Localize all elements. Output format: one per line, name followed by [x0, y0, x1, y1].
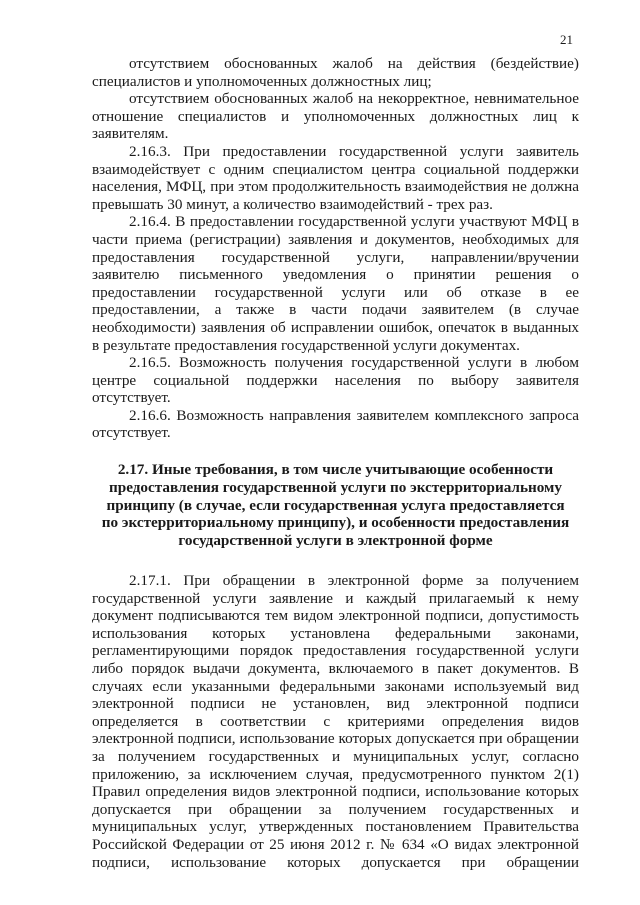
heading-line: принципу (в случае, если государственная услуга предоставляется	[106, 496, 565, 514]
document-body	[92, 55, 579, 871]
heading-line: предоставления государственной услуги по экстерриториальному	[109, 478, 562, 496]
page-number: 21	[560, 32, 573, 47]
heading-line: государственной услуги в электронной форме	[178, 532, 493, 550]
spacer	[92, 442, 579, 461]
paragraph-2-16-3: 2.16.3. При предоставлении государственной услуги заявитель взаимодействует с одним специалистом центра социальной поддержки населения, МФЦ, при этом продолжительность взаимодействия не должна превышать 30 минут, а количество взаимодействий - трех раз.	[92, 142, 579, 213]
paragraph-2-16-6: 2.16.6. Возможность направления заявителем комплексного запроса отсутствует.	[92, 406, 579, 442]
section-heading-2-17	[92, 461, 579, 550]
paragraph-complaints-attitude: отсутствием обоснованных жалоб на некорректное, невнимательное отношение специалистов и уполномоченных должностных лиц к заявителям.	[92, 90, 579, 143]
spacer	[92, 550, 579, 572]
paragraph-2-16-4: 2.16.4. В предоставлении государственной услуги участвуют МФЦ в части приема (регистрации) заявления и документов, необходимых для предоставления государственной услуги, направлении/вручении заявителю письменного уведомления о принятии решения о предоставлении государственной услуги или об отказе в ее предоставлении, а также в части подачи заявителем (в случае необходимости) заявления об исправлении ошибок, опечаток в выданных в результате предоставления государственной услуги документах.	[92, 213, 579, 354]
paragraph-2-16-5: 2.16.5. Возможность получения государственной услуги в любом центре социальной поддержки населения по выбору заявителя отсутствует.	[92, 354, 579, 407]
heading-line: по экстерриториальному принципу), и особенности предоставления	[101, 514, 570, 532]
paragraph-2-17-1: 2.17.1. При обращении в электронной форме за получением государственной услуги заявление и каждый прилагаемый к нему документ подписываются тем видом электронной подписи, допустимость использования которых установлена федеральными законами, регламентирующими порядок предоставления государственной услуги либо порядок выдачи документа, включаемого в пакет документов. В случаях если указанными федеральными законами используемый вид электронной подписи не установлен, вид электронной подписи определяется в соответствии с критериями определения видов электронной подписи, использование которых допускается при обращении за получением государственных и муниципальных услуг, согласно приложению, за исключением случая, предусмотренного пунктом 2(1) Правил определения видов электронной подписи, использование которых допускается при обращении за получением государственных и муниципальных услуг, утвержденных постановлением Правительства Российской Федерации от 25 июня 2012 г. № 634 «О видах электронной подписи, использование которых допускается при обращении	[92, 572, 579, 871]
heading-line: 2.17. Иные требования, в том числе учитывающие особенности	[117, 461, 554, 479]
paragraph-complaints-actions: отсутствием обоснованных жалоб на действия (бездействие) специалистов и уполномоченных должностных лиц;	[92, 55, 579, 90]
